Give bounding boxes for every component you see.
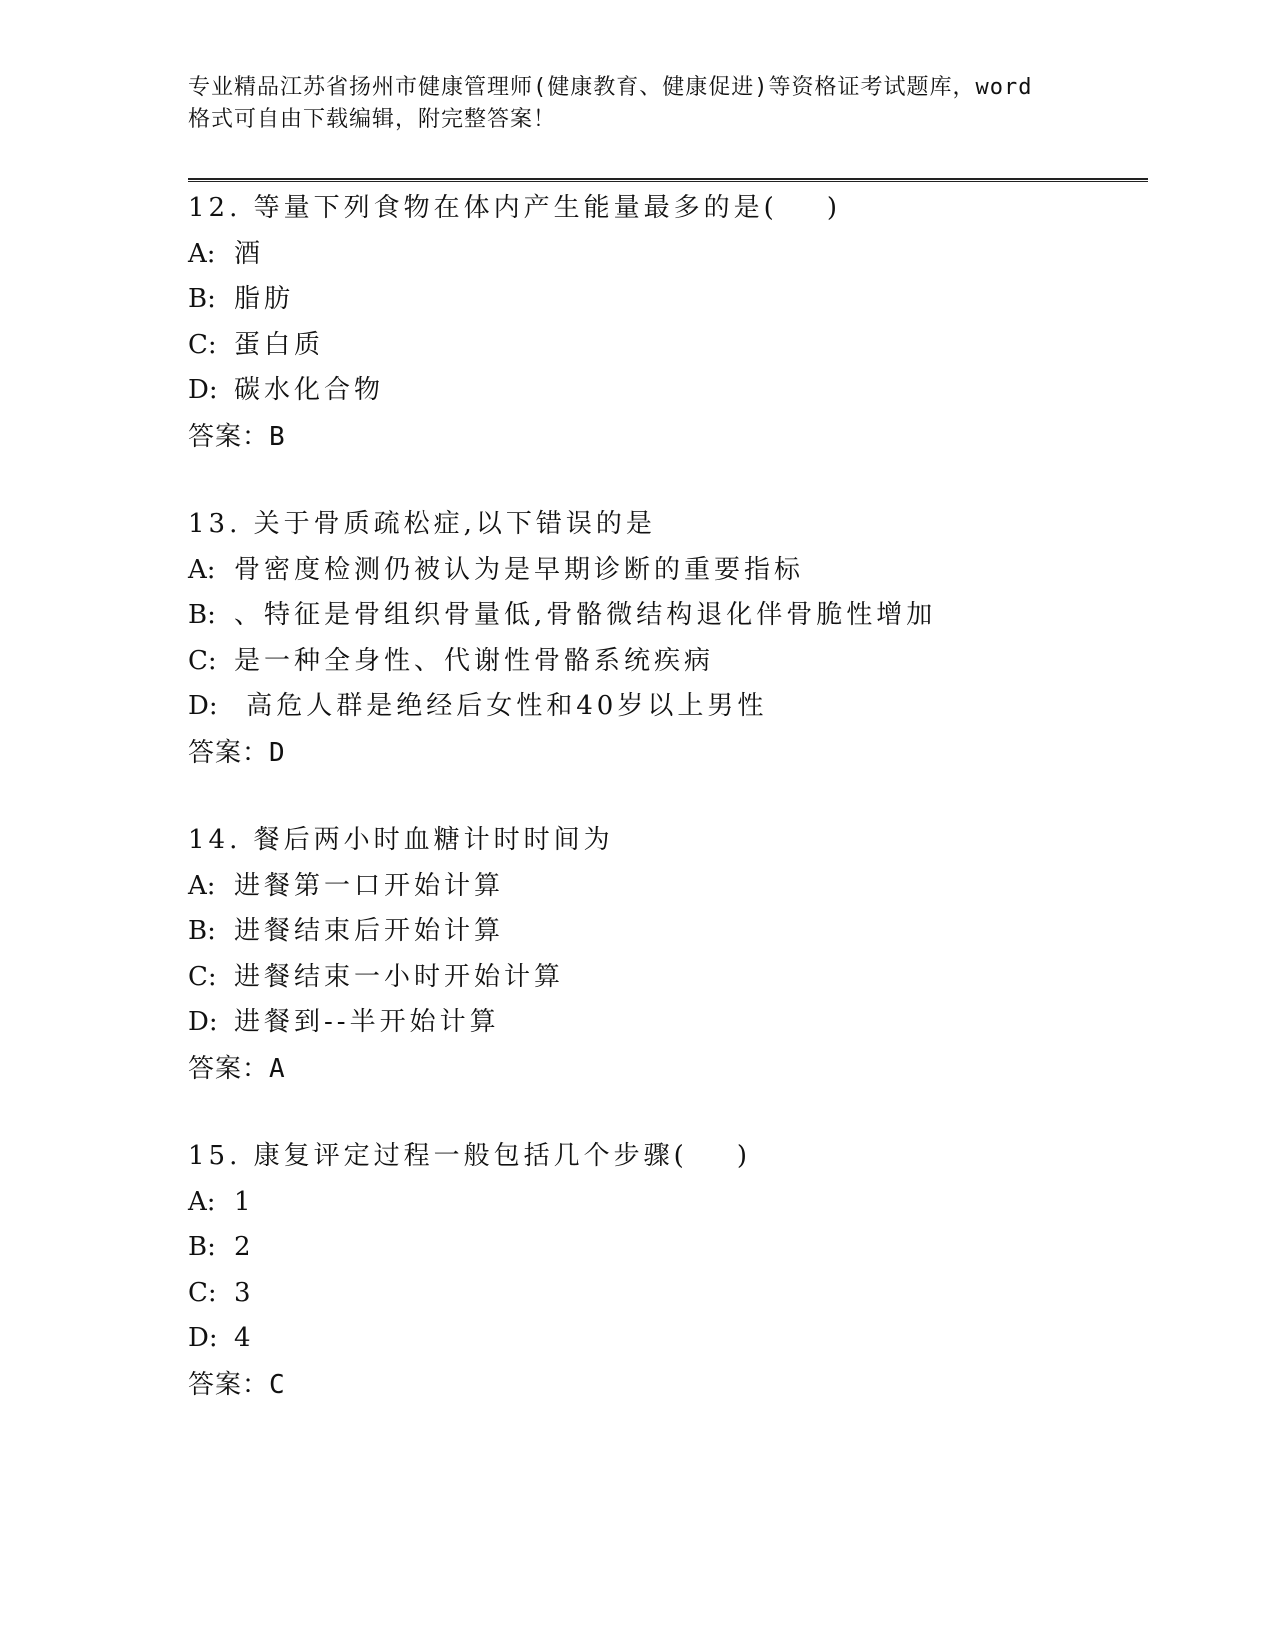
option-text: 高危人群是绝经后女性和40岁以上男性 (234, 691, 768, 722)
option-text: 3 (234, 1277, 255, 1308)
answer-line: 答案：C (188, 1369, 286, 1400)
option-label: B: (188, 1232, 216, 1263)
option-d (188, 684, 1148, 730)
option-d (188, 368, 1148, 414)
option-a (188, 1180, 1148, 1226)
option-c (188, 639, 1148, 685)
option-text: 1 (234, 1186, 255, 1217)
option-label: A: (188, 1186, 216, 1217)
option-label: D: (188, 691, 218, 722)
question-list (188, 186, 1148, 1450)
option-c (188, 323, 1148, 369)
option-text: 进餐第一口开始计算 (234, 870, 505, 901)
option-label: C: (188, 645, 217, 676)
option-c (188, 1271, 1148, 1317)
option-label: B: (188, 600, 216, 631)
question-stem: 12. 等量下列食物在体内产生能量最多的是( ) (188, 193, 841, 223)
option-a (188, 548, 1148, 594)
option-label: C: (188, 961, 217, 992)
question-12 (188, 186, 1148, 460)
option-text: 进餐到--半开始计算 (234, 1007, 500, 1038)
question-15 (188, 1134, 1148, 1408)
option-label: A: (188, 238, 216, 269)
option-label: A: (188, 870, 216, 901)
option-d (188, 1000, 1148, 1046)
answer-line: 答案：D (188, 737, 286, 768)
option-label: D: (188, 1323, 218, 1354)
option-label: B: (188, 284, 216, 315)
option-b (188, 593, 1148, 639)
option-text: 、特征是骨组织骨量低,骨骼微结构退化伴骨脆性增加 (234, 600, 937, 631)
option-c (188, 955, 1148, 1001)
question-14 (188, 818, 1148, 1092)
option-label: C: (188, 1277, 217, 1308)
option-label: D: (188, 1007, 218, 1038)
option-label: D: (188, 375, 218, 406)
option-label: C: (188, 329, 217, 360)
option-b (188, 909, 1148, 955)
option-text: 2 (234, 1232, 255, 1263)
option-a (188, 864, 1148, 910)
option-text: 进餐结束后开始计算 (234, 916, 505, 947)
option-b (188, 1225, 1148, 1271)
option-text: 酒 (234, 238, 265, 269)
option-text: 碳水化合物 (234, 375, 385, 406)
option-text: 4 (234, 1323, 255, 1354)
option-d (188, 1316, 1148, 1362)
answer-line: 答案：B (188, 421, 286, 452)
header-divider (188, 178, 1148, 182)
question-13 (188, 502, 1148, 776)
header-line-2: 格式可自由下载编辑，附完整答案！ (188, 107, 557, 132)
answer-line: 答案：A (188, 1053, 286, 1084)
option-label: B: (188, 916, 216, 947)
question-stem: 14. 餐后两小时血糖计时时间为 (188, 824, 614, 855)
document-header (188, 72, 1088, 136)
option-b (188, 277, 1148, 323)
question-stem: 13. 关于骨质疏松症,以下错误的是 (188, 508, 656, 539)
option-text: 骨密度检测仍被认为是早期诊断的重要指标 (234, 554, 805, 585)
option-a (188, 232, 1148, 278)
question-stem: 15. 康复评定过程一般包括几个步骤( ) (188, 1140, 751, 1171)
header-line-1: 专业精品江苏省扬州市健康管理师(健康教育、健康促进)等资格证考试题库，word (188, 75, 1033, 100)
option-text: 进餐结束一小时开始计算 (234, 961, 565, 992)
option-text: 蛋白质 (234, 329, 325, 360)
option-label: A: (188, 554, 216, 585)
option-text: 脂肪 (234, 284, 295, 315)
option-text: 是一种全身性、代谢性骨骼系统疾病 (234, 645, 715, 676)
